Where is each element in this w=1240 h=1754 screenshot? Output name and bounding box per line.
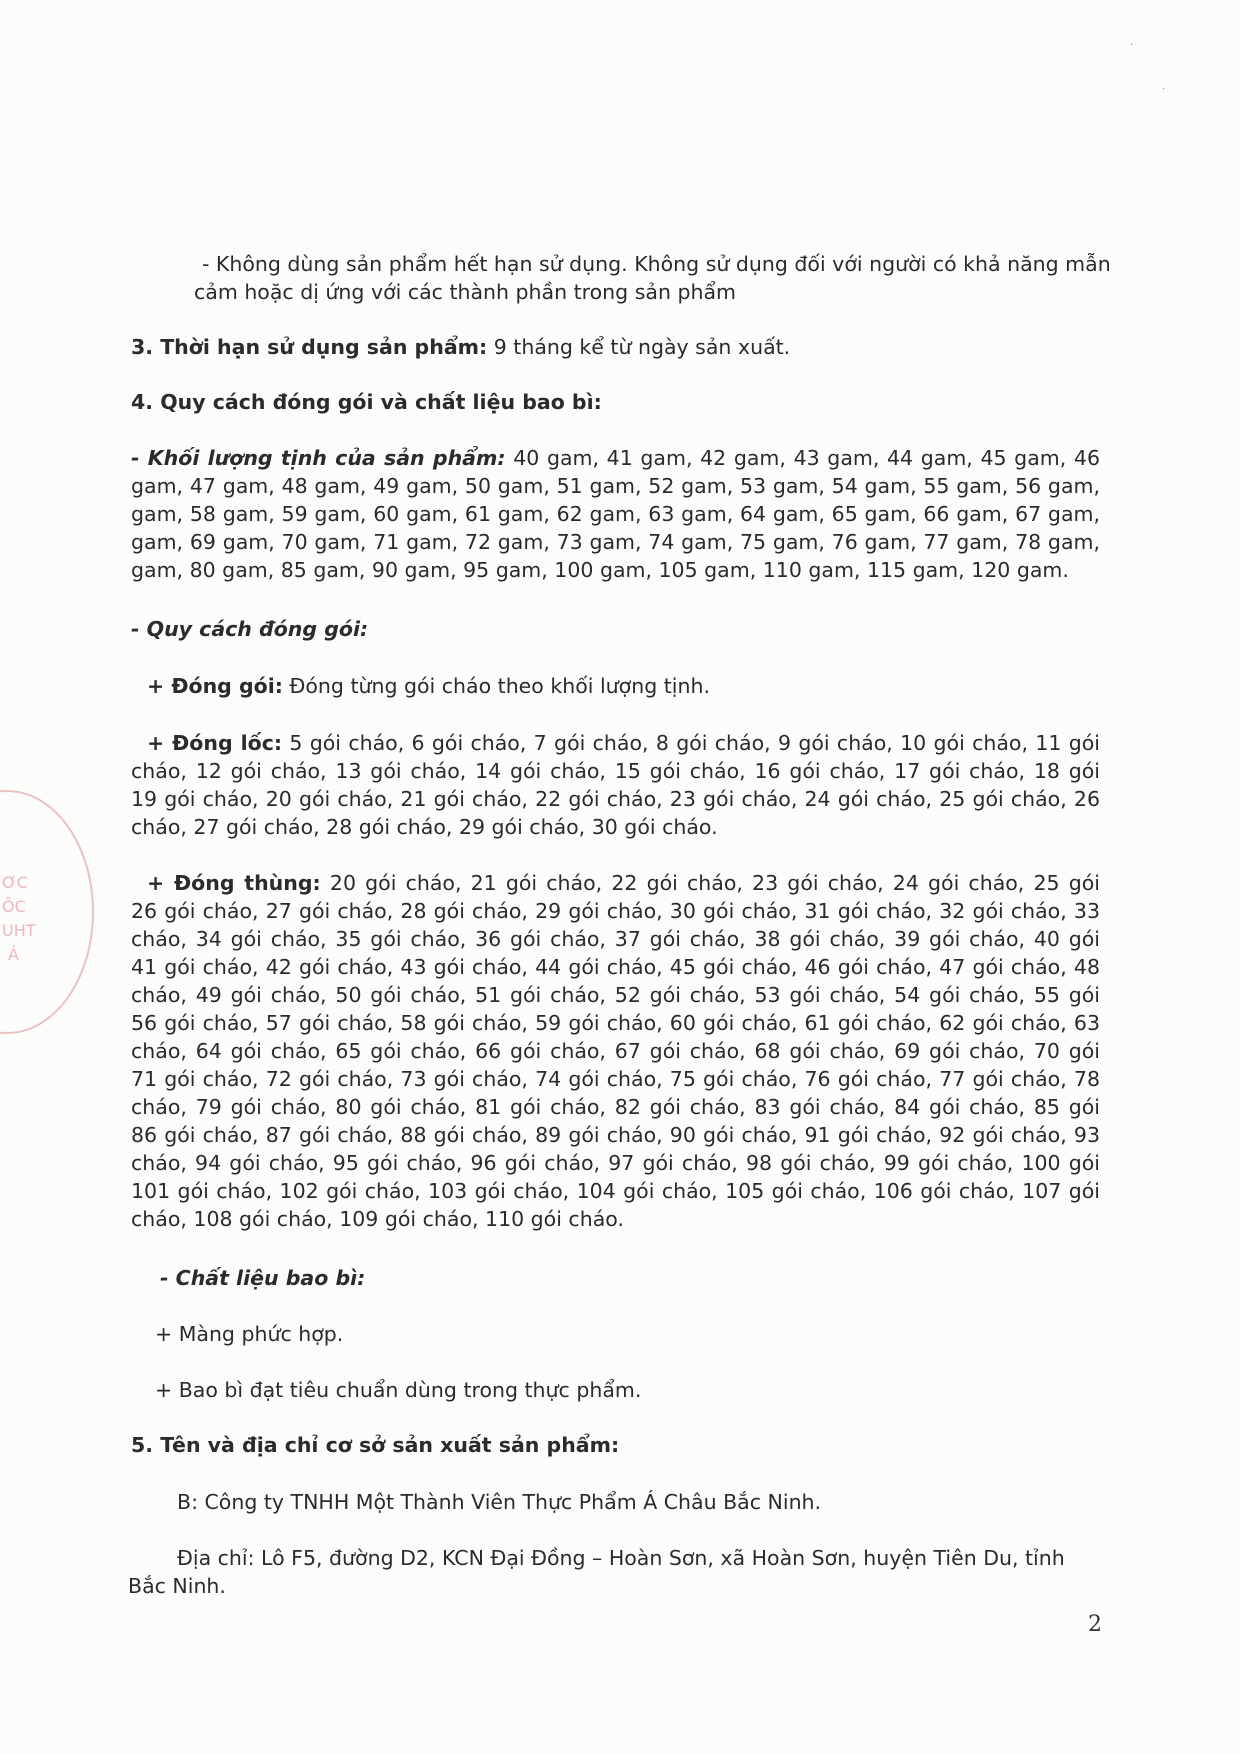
pack-carton-line: cháo, 79 gói cháo, 80 gói cháo, 81 gói cháo, 82 gói cháo, 83 gói cháo, 84 gói cháo, 85 gói	[131, 1095, 1100, 1119]
net-weight-line: gam, 80 gam, 85 gam, 90 gam, 95 gam, 100 gam, 105 gam, 110 gam, 115 gam, 120 gam.	[131, 558, 1069, 582]
pack-carton-line: 41 gói cháo, 42 gói cháo, 43 gói cháo, 44 gói cháo, 45 gói cháo, 46 gói cháo, 47 gói cháo, 48	[131, 955, 1100, 979]
pack-single	[147, 672, 710, 700]
stamp-text: ƠC	[2, 873, 28, 892]
warning-line-2: cảm hoặc dị ứng với các thành phần trong sản phẩm	[194, 280, 736, 304]
pack-carton-line: 86 gói cháo, 87 gói cháo, 88 gói cháo, 89 gói cháo, 90 gói cháo, 91 gói cháo, 92 gói cháo, 93	[131, 1123, 1100, 1147]
page-number: 2	[1088, 1612, 1102, 1637]
stamp-text: ÔC	[2, 897, 26, 916]
pack-carton-line: + Đóng thùng: 20 gói cháo, 21 gói cháo, 22 gói cháo, 23 gói cháo, 24 gói cháo, 25 gói	[147, 871, 1100, 895]
pack-single-text: Đóng từng gói cháo theo khối lượng tịnh.	[289, 674, 710, 698]
pack-single-label: + Đóng gói:	[147, 674, 283, 698]
pack-carton-line: cháo, 49 gói cháo, 50 gói cháo, 51 gói cháo, 52 gói cháo, 53 gói cháo, 54 gói cháo, 55 gói	[131, 983, 1100, 1007]
net-weight-line: gam, 69 gam, 70 gam, 71 gam, 72 gam, 73 gam, 74 gam, 75 gam, 76 gam, 77 gam, 78 gam,	[131, 530, 1100, 554]
pack-carton-line: cháo, 34 gói cháo, 35 gói cháo, 36 gói cháo, 37 gói cháo, 38 gói cháo, 39 gói cháo, 40 gói	[131, 927, 1100, 951]
material-item: + Màng phức hợp.	[155, 1322, 344, 1346]
net-weight-line: - Khối lượng tịnh của sản phẩm: 40 gam, 41 gam, 42 gam, 43 gam, 44 gam, 45 gam, 46	[131, 446, 1100, 470]
material-item: + Bao bì đạt tiêu chuẩn dùng trong thực phẩm.	[155, 1378, 642, 1402]
scan-speck: ·	[1130, 40, 1134, 51]
pack-bundle-line: + Đóng lốc: 5 gói cháo, 6 gói cháo, 7 gói cháo, 8 gói cháo, 9 gói cháo, 10 gói cháo, 11 gói	[147, 731, 1100, 755]
packing-spec-label: - Quy cách đóng gói:	[131, 617, 369, 641]
net-weight-line: gam, 47 gam, 48 gam, 49 gam, 50 gam, 51 gam, 52 gam, 53 gam, 54 gam, 55 gam, 56 gam,	[131, 474, 1100, 498]
section-5-heading: 5. Tên và địa chỉ cơ sở sản xuất sản phẩm:	[131, 1433, 620, 1457]
warning-line-1: - Không dùng sản phẩm hết hạn sử dụng. Không sử dụng đối với người có khả năng mẫn	[202, 252, 1111, 276]
address-line-2: Bắc Ninh.	[128, 1574, 226, 1598]
pack-carton-line: 71 gói cháo, 72 gói cháo, 73 gói cháo, 74 gói cháo, 75 gói cháo, 76 gói cháo, 77 gói cháo, 78	[131, 1067, 1100, 1091]
scan-speck: ·	[1162, 84, 1166, 95]
company-name: B: Công ty TNHH Một Thành Viên Thực Phẩm Á Châu Bắc Ninh.	[177, 1490, 822, 1514]
pack-carton-line: 101 gói cháo, 102 gói cháo, 103 gói cháo, 104 gói cháo, 105 gói cháo, 106 gói cháo, 107 gói	[131, 1179, 1100, 1203]
material-label: - Chất liệu bao bì:	[160, 1266, 366, 1290]
pack-bundle-label: + Đóng lốc:	[147, 731, 283, 755]
pack-carton-line: 26 gói cháo, 27 gói cháo, 28 gói cháo, 29 gói cháo, 30 gói cháo, 31 gói cháo, 32 gói cháo, 33	[131, 899, 1100, 923]
pack-carton-line: cháo, 64 gói cháo, 65 gói cháo, 66 gói cháo, 67 gói cháo, 68 gói cháo, 69 gói cháo, 70 gói	[131, 1039, 1100, 1063]
pack-carton-line: 56 gói cháo, 57 gói cháo, 58 gói cháo, 59 gói cháo, 60 gói cháo, 61 gói cháo, 62 gói cháo, 63	[131, 1011, 1100, 1035]
section-3-heading: 3. Thời hạn sử dụng sản phẩm:	[131, 335, 488, 359]
pack-carton-label: + Đóng thùng:	[147, 871, 321, 895]
stamp-text: UHT	[2, 921, 36, 940]
pack-bundle-line: 19 gói cháo, 20 gói cháo, 21 gói cháo, 22 gói cháo, 23 gói cháo, 24 gói cháo, 25 gói cháo, 26	[131, 787, 1100, 811]
net-weight-block	[131, 444, 1100, 584]
stamp-text: Á	[8, 945, 19, 964]
pack-carton-line: cháo, 94 gói cháo, 95 gói cháo, 96 gói cháo, 97 gói cháo, 98 gói cháo, 99 gói cháo, 100 gói	[131, 1151, 1100, 1175]
net-weight-label: - Khối lượng tịnh của sản phẩm:	[131, 446, 506, 470]
section-3-text: 9 tháng kể từ ngày sản xuất.	[493, 335, 791, 359]
section-4-heading: 4. Quy cách đóng gói và chất liệu bao bì:	[131, 390, 602, 414]
pack-carton-line: cháo, 108 gói cháo, 109 gói cháo, 110 gói cháo.	[131, 1207, 624, 1231]
pack-bundle-line: cháo, 12 gói cháo, 13 gói cháo, 14 gói cháo, 15 gói cháo, 16 gói cháo, 17 gói cháo, 18 gói	[131, 759, 1100, 783]
net-weight-line: gam, 58 gam, 59 gam, 60 gam, 61 gam, 62 gam, 63 gam, 64 gam, 65 gam, 66 gam, 67 gam,	[131, 502, 1100, 526]
address-line-1: Địa chỉ: Lô F5, đường D2, KCN Đại Đồng – Hoàn Sơn, xã Hoàn Sơn, huyện Tiên Du, tỉnh	[177, 1546, 1065, 1570]
pack-bundle-block	[131, 729, 1100, 841]
pack-bundle-line: cháo, 27 gói cháo, 28 gói cháo, 29 gói cháo, 30 gói cháo.	[131, 815, 718, 839]
pack-carton-block	[131, 869, 1100, 1233]
section-3	[131, 333, 790, 361]
